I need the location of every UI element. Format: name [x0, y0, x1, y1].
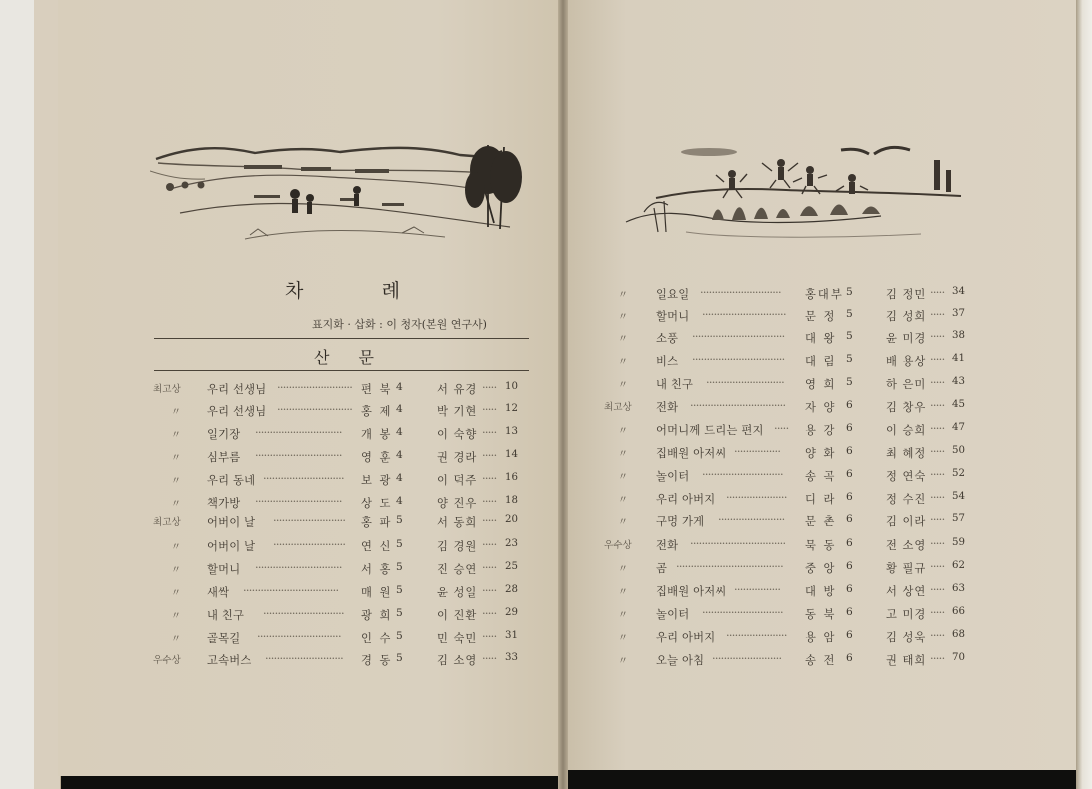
toc-entry[interactable]: 〃 일요일 ···························· 홍대부 5 김 정민 ····· 34 — [618, 286, 965, 301]
author-name: 김 성욱 — [886, 631, 927, 644]
toc-entry[interactable]: 〃 일기장 ······························ 개 봉 4 이 숙향 ····· 13 — [171, 426, 518, 441]
grade-number: 5 — [846, 308, 853, 320]
award-label: 최고상 — [153, 384, 181, 395]
toc-entry[interactable]: 최고상 어버이 날 ························· 홍 파 5 서 동희 ····· 20 — [153, 514, 518, 529]
entry-title: 우리 아버지 — [656, 493, 716, 506]
school-name: 양 화 — [805, 447, 837, 460]
toc-entry[interactable]: 〃 집배원 아저씨 ················ 양 화 6 최 혜정 ····· 50 — [618, 445, 965, 460]
page-number: 33 — [505, 652, 518, 663]
author-name: 윤 미경 — [886, 332, 927, 345]
grade-number: 5 — [396, 561, 403, 573]
award-label: 〃 — [618, 334, 628, 345]
toc-entry[interactable]: 〃 어머니께 드리는 편지 ····· 용 강 6 이 승희 ····· 47 — [618, 422, 965, 437]
school-name: 영 희 — [805, 378, 837, 391]
school-name: 문 촌 — [805, 515, 837, 528]
award-label: 우수상 — [604, 540, 632, 551]
award-label: 〃 — [618, 290, 628, 301]
grade-number: 4 — [396, 403, 403, 415]
toc-entry[interactable]: 〃 놀이터 ···························· 송 곡 6 정 연숙 ····· 52 — [618, 468, 965, 483]
school-name: 인 수 — [361, 632, 393, 645]
entry-title: 비스 — [656, 355, 679, 368]
grade-number: 5 — [846, 330, 853, 342]
toc-entry[interactable]: 〃 할머니 ····························· 문 정 5 김 성희 ····· 37 — [618, 308, 965, 323]
title-char-rye: 례 — [381, 280, 400, 302]
entry-title: 할머니 — [207, 563, 241, 576]
grade-number: 4 — [396, 449, 403, 461]
grade-number: 5 — [396, 607, 403, 619]
grade-number: 6 — [846, 399, 853, 411]
award-label: 〃 — [618, 312, 628, 323]
toc-entry[interactable]: 최고상 우리 선생님 ·························· 편 북 4 서 유경 ····· 10 — [153, 381, 518, 396]
children-illustration — [616, 140, 971, 244]
entry-title: 내 친구 — [207, 609, 245, 622]
author-name: 김 소영 — [437, 654, 478, 667]
award-label: 〃 — [618, 587, 628, 598]
grade-number: 5 — [846, 286, 853, 298]
entry-title: 골목길 — [207, 632, 241, 645]
school-name: 홍 파 — [361, 516, 393, 529]
grade-number: 5 — [846, 376, 853, 388]
grade-number: 5 — [396, 538, 403, 550]
author-name: 박 기현 — [437, 405, 478, 418]
entry-title: 놀이터 — [656, 608, 690, 621]
grade-number: 4 — [396, 381, 403, 393]
entry-title: 전화 — [656, 539, 679, 552]
school-name: 중 앙 — [805, 562, 837, 575]
entry-title: 우리 아버지 — [656, 631, 716, 644]
page-number: 70 — [952, 652, 965, 663]
award-label: 〃 — [171, 453, 181, 464]
school-name: 송 전 — [805, 654, 837, 667]
author-name: 이 진환 — [437, 609, 478, 622]
entry-title: 곰 — [656, 562, 668, 575]
entry-title: 일요일 — [656, 288, 690, 301]
entry-title: 새싹 — [207, 586, 230, 599]
entry-title: 소풍 — [656, 332, 679, 345]
award-label: 〃 — [618, 449, 628, 460]
author-name: 최 혜정 — [886, 447, 927, 460]
page-number: 18 — [505, 495, 518, 506]
toc-entry[interactable]: 〃 소풍 ································ 대 왕 5 윤 미경 ····· 38 — [618, 330, 965, 345]
entry-title: 고속버스 — [207, 654, 252, 667]
right-page-edge — [1076, 0, 1092, 789]
landscape-illustration — [150, 135, 530, 247]
school-name: 영 훈 — [361, 451, 393, 464]
section-heading — [314, 345, 374, 368]
author-name: 이 덕주 — [437, 474, 478, 487]
author-name: 이 숙향 — [437, 428, 478, 441]
school-name: 동 북 — [805, 608, 837, 621]
entry-title: 우리 선생님 — [207, 405, 267, 418]
award-label: 〃 — [618, 656, 628, 667]
author-name: 윤 성일 — [437, 586, 478, 599]
entry-title: 집배원 아저씨 — [656, 447, 727, 460]
author-name: 김 경원 — [437, 540, 478, 553]
page-number: 14 — [505, 449, 518, 460]
author-name: 진 승연 — [437, 563, 478, 576]
award-label: 〃 — [171, 565, 181, 576]
award-label: 최고상 — [604, 402, 632, 413]
school-name: 홍 제 — [361, 405, 393, 418]
grade-number: 5 — [846, 353, 853, 365]
school-name: 용 암 — [805, 631, 837, 644]
entry-title: 구멍 가게 — [656, 515, 705, 528]
grade-number: 6 — [846, 652, 853, 664]
page-number: 62 — [952, 560, 965, 571]
toc-entry[interactable]: 〃 어버이 날 ························· 연 신 5 김 경원 ····· 23 — [171, 538, 518, 553]
school-name: 송 곡 — [805, 470, 837, 483]
entry-title: 집배원 아저씨 — [656, 585, 727, 598]
page-number: 38 — [952, 330, 965, 341]
award-label: 최고상 — [153, 517, 181, 528]
author-name: 하 은미 — [886, 378, 927, 391]
author-name: 김 정민 — [886, 288, 927, 301]
title-char-cha: 차 — [285, 280, 304, 302]
entry-title: 어버이 날 — [207, 540, 256, 553]
award-label: 〃 — [618, 610, 628, 621]
toc-entry[interactable]: 〃 곰 ····································· 중 앙 6 황 필규 ····· 62 — [618, 560, 965, 575]
grade-number: 6 — [846, 468, 853, 480]
entry-title: 일기장 — [207, 428, 241, 441]
school-name: 대 림 — [805, 355, 837, 368]
toc-entry[interactable]: 〃 골목길 ····························· 인 수 5 민 숙민 ····· 31 — [171, 630, 518, 645]
toc-entry[interactable]: 〃 심부름 ······························ 영 훈 4 권 경라 ····· 14 — [171, 449, 518, 464]
toc-entry[interactable]: 〃 내 친구 ··························· 영 희 5 하 은미 ····· 43 — [618, 376, 965, 391]
grade-number: 6 — [846, 422, 853, 434]
toc-entry[interactable]: 〃 우리 선생님 ·························· 홍 제 4 박 기현 ····· 12 — [171, 403, 518, 418]
toc-entry[interactable]: 〃 구멍 가게 ······················· 문 촌 6 김 이라 ····· 57 — [618, 513, 965, 528]
grade-number: 5 — [396, 652, 403, 664]
toc-entry[interactable]: 〃 내 친구 ···························· 광 희 5 이 진환 ····· 29 — [171, 607, 518, 622]
left-page-edge — [0, 0, 34, 789]
author-name: 권 경라 — [437, 451, 478, 464]
toc-entry[interactable]: 〃 우리 아버지 ····················· 용 암 6 김 성욱 ····· 68 — [618, 629, 965, 644]
page-number: 37 — [952, 308, 965, 319]
entry-title: 놀이터 — [656, 470, 690, 483]
grade-number: 4 — [396, 495, 403, 507]
award-label: 〃 — [618, 472, 628, 483]
toc-title — [285, 276, 400, 303]
grade-number: 6 — [846, 583, 853, 595]
page-number: 34 — [952, 286, 965, 297]
school-name: 묵 동 — [805, 539, 837, 552]
award-label: 우수상 — [153, 655, 181, 666]
entry-title: 심부름 — [207, 451, 241, 464]
school-name: 홍대부 — [805, 288, 844, 301]
page-number: 25 — [505, 561, 518, 572]
author-name: 권 태희 — [886, 654, 927, 667]
award-label: 〃 — [618, 633, 628, 644]
award-label: 〃 — [171, 430, 181, 441]
school-name: 개 봉 — [361, 428, 393, 441]
award-label: 〃 — [618, 380, 628, 391]
school-name: 편 북 — [361, 383, 393, 396]
award-label: 〃 — [618, 564, 628, 575]
author-name: 김 성희 — [886, 310, 927, 323]
section-char-mun: 문 — [358, 348, 374, 367]
grade-number: 5 — [396, 584, 403, 596]
page-number: 43 — [952, 376, 965, 387]
page-number: 52 — [952, 468, 965, 479]
award-label: 〃 — [171, 407, 181, 418]
page-number: 23 — [505, 538, 518, 549]
school-name: 대 왕 — [805, 332, 837, 345]
entry-title: 전화 — [656, 401, 679, 414]
school-name: 문 정 — [805, 310, 837, 323]
toc-entry[interactable]: 최고상 전화 ································· 자 양 6 김 창우 ····· 45 — [604, 399, 965, 414]
toc-entry[interactable]: 〃 책가방 ······························ 상 도 4 양 진우 ····· 18 — [171, 495, 518, 510]
entry-title: 책가방 — [207, 497, 241, 510]
school-name: 상 도 — [361, 497, 393, 510]
author-name: 전 소영 — [886, 539, 927, 552]
entry-title: 오늘 아침 — [656, 654, 705, 667]
school-name: 용 강 — [805, 424, 837, 437]
entry-title: 내 친구 — [656, 378, 694, 391]
page-number: 68 — [952, 629, 965, 640]
author-name: 황 필규 — [886, 562, 927, 575]
award-label: 〃 — [171, 611, 181, 622]
entry-title: 할머니 — [656, 310, 690, 323]
toc-entry[interactable]: 우수상 전화 ································· 묵 동 6 전 소영 ····· 59 — [604, 537, 965, 552]
page-number: 16 — [505, 472, 518, 483]
page-number: 47 — [952, 422, 965, 433]
grade-number: 6 — [846, 445, 853, 457]
grade-number: 6 — [846, 537, 853, 549]
award-label: 〃 — [618, 495, 628, 506]
page-number: 45 — [952, 399, 965, 410]
award-label: 〃 — [618, 517, 628, 528]
entry-title: 우리 동네 — [207, 474, 256, 487]
grade-number: 4 — [396, 426, 403, 438]
author-name: 고 미경 — [886, 608, 927, 621]
award-label: 〃 — [171, 542, 181, 553]
page-number: 12 — [505, 403, 518, 414]
author-name: 김 창우 — [886, 401, 927, 414]
award-label: 〃 — [618, 357, 628, 368]
author-name: 서 동희 — [437, 516, 478, 529]
toc-entry[interactable]: 〃 우리 동네 ···························· 보 광 4 이 덕주 ····· 16 — [171, 472, 518, 487]
page-number: 29 — [505, 607, 518, 618]
book-gutter — [558, 0, 568, 789]
author-name: 양 진우 — [437, 497, 478, 510]
award-label: 〃 — [171, 588, 181, 599]
award-label: 〃 — [618, 426, 628, 437]
page-number: 57 — [952, 513, 965, 524]
top-rule — [154, 338, 529, 339]
toc-entry[interactable]: 〃 우리 아버지 ····················· 디 라 6 정 수진 ····· 54 — [618, 491, 965, 506]
author-name: 서 상연 — [886, 585, 927, 598]
page-number: 50 — [952, 445, 965, 456]
author-name: 이 승희 — [886, 424, 927, 437]
school-name: 디 라 — [805, 493, 837, 506]
grade-number: 4 — [396, 472, 403, 484]
grade-number: 5 — [396, 514, 403, 526]
author-name: 정 연숙 — [886, 470, 927, 483]
toc-entry[interactable]: 〃 비스 ································ 대 림 5 배 용상 ····· 41 — [618, 353, 965, 368]
grade-number: 6 — [846, 606, 853, 618]
grade-number: 6 — [846, 560, 853, 572]
grade-number: 6 — [846, 491, 853, 503]
author-name: 정 수진 — [886, 493, 927, 506]
page-number: 54 — [952, 491, 965, 502]
author-name: 민 숙민 — [437, 632, 478, 645]
entry-title: 어머니께 드리는 편지 — [656, 424, 764, 437]
page-number: 28 — [505, 584, 518, 595]
award-label: 〃 — [171, 634, 181, 645]
page-number: 13 — [505, 426, 518, 437]
author-name: 배 용상 — [886, 355, 927, 368]
school-name: 대 방 — [805, 585, 837, 598]
page-number: 59 — [952, 537, 965, 548]
page-number: 63 — [952, 583, 965, 594]
toc-entry[interactable]: 〃 새싹 ································· 매 원 5 윤 성일 ····· 28 — [171, 584, 518, 599]
entry-title: 어버이 날 — [207, 516, 256, 529]
author-name: 김 이라 — [886, 515, 927, 528]
grade-number: 5 — [396, 630, 403, 642]
school-name: 자 양 — [805, 401, 837, 414]
toc-entry[interactable]: 우수상 고속버스 ··························· 경 동 5 김 소영 ····· 33 — [153, 652, 518, 667]
page-number: 41 — [952, 353, 965, 364]
author-name: 서 유경 — [437, 383, 478, 396]
toc-entry[interactable]: 〃 집배원 아저씨 ················ 대 방 6 서 상연 ····· 63 — [618, 583, 965, 598]
school-name: 연 신 — [361, 540, 393, 553]
award-label: 〃 — [171, 476, 181, 487]
page-number: 20 — [505, 514, 518, 525]
grade-number: 6 — [846, 629, 853, 641]
award-label: 〃 — [171, 499, 181, 510]
page-number: 31 — [505, 630, 518, 641]
school-name: 매 원 — [361, 586, 393, 599]
entry-title: 우리 선생님 — [207, 383, 267, 396]
toc-entry[interactable]: 〃 오늘 아침 ························ 송 전 6 권 태희 ····· 70 — [618, 652, 965, 667]
page-number: 10 — [505, 381, 518, 392]
left-fore-edge — [34, 0, 61, 789]
school-name: 서 홍 — [361, 563, 393, 576]
school-name: 광 희 — [361, 609, 393, 622]
toc-entry[interactable]: 〃 놀이터 ···························· 동 북 6 고 미경 ····· 66 — [618, 606, 965, 621]
section-rule — [154, 370, 529, 371]
school-name: 경 동 — [361, 654, 393, 667]
grade-number: 6 — [846, 513, 853, 525]
toc-entry[interactable]: 〃 할머니 ······························ 서 홍 5 진 승연 ····· 25 — [171, 561, 518, 576]
section-char-san: 산 — [314, 348, 330, 367]
illustration-credit: 표지화 · 삽화 : 이 청자(본원 연구사) — [312, 318, 487, 331]
page-number: 66 — [952, 606, 965, 617]
school-name: 보 광 — [361, 474, 393, 487]
